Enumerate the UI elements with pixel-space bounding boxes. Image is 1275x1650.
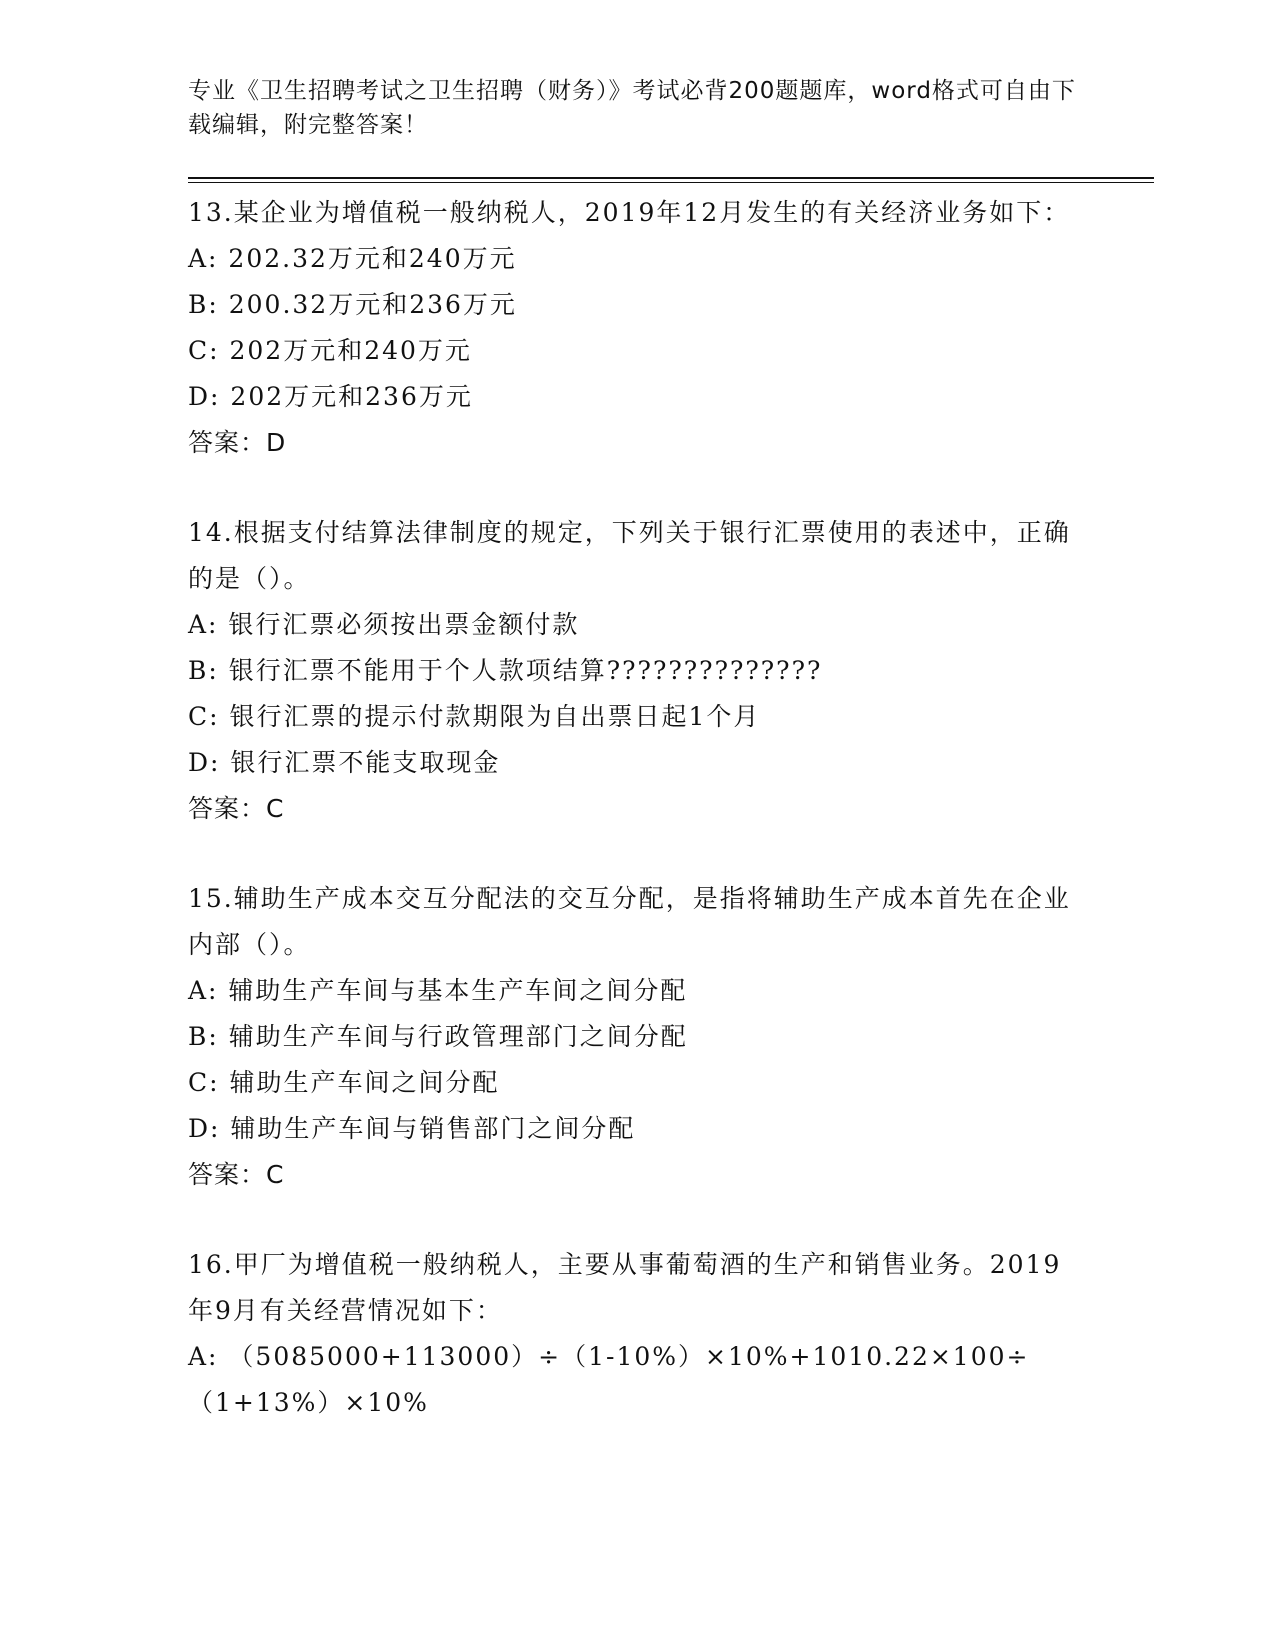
question-list bbox=[188, 190, 1088, 1470]
question-13 bbox=[188, 190, 1088, 466]
option-b: B: 辅助生产车间与行政管理部门之间分配 bbox=[188, 1022, 688, 1051]
option-b: B: 200.32万元和236万元 bbox=[188, 290, 517, 319]
answer-line: 答案：C bbox=[188, 794, 285, 823]
option-d: D: 辅助生产车间与销售部门之间分配 bbox=[188, 1114, 636, 1143]
option-d: D: 银行汇票不能支取现金 bbox=[188, 748, 501, 777]
option-c: C: 辅助生产车间之间分配 bbox=[188, 1068, 500, 1097]
option-c: C: 202万元和240万元 bbox=[188, 336, 472, 365]
question-stem: 16.甲厂为增值税一般纳税人，主要从事葡萄酒的生产和销售业务。2019年9月有关经营情况如下： bbox=[188, 1250, 1062, 1325]
option-a: A: 辅助生产车间与基本生产车间之间分配 bbox=[188, 976, 688, 1005]
option-a: A: 银行汇票必须按出票金额付款 bbox=[188, 610, 580, 639]
question-14 bbox=[188, 510, 1088, 832]
answer-line: 答案：D bbox=[188, 428, 287, 457]
option-c: C: 银行汇票的提示付款期限为自出票日起1个月 bbox=[188, 702, 761, 731]
option-a: A: （5085000+113000）÷（1-10%）×10%+1010.22×100÷（1+13%）×10% bbox=[188, 1342, 1030, 1417]
option-b: B: 银行汇票不能用于个人款项结算?????????????? bbox=[188, 656, 823, 685]
question-stem: 13.某企业为增值税一般纳税人，2019年12月发生的有关经济业务如下： bbox=[188, 198, 1071, 227]
option-d: D: 202万元和236万元 bbox=[188, 382, 473, 411]
question-stem: 14.根据支付结算法律制度的规定，下列关于银行汇票使用的表述中，正确的是（）。 bbox=[188, 518, 1071, 593]
header-divider-thin bbox=[188, 182, 1154, 183]
answer-line: 答案：C bbox=[188, 1160, 285, 1189]
header-divider-thick bbox=[188, 177, 1154, 179]
question-15 bbox=[188, 876, 1088, 1198]
document-header: 专业《卫生招聘考试之卫生招聘（财务）》考试必背200题题库，word格式可自由下载编辑，附完整答案！ bbox=[188, 78, 1076, 138]
question-stem: 15.辅助生产成本交互分配法的交互分配，是指将辅助生产成本首先在企业内部（）。 bbox=[188, 884, 1071, 959]
option-a: A: 202.32万元和240万元 bbox=[188, 244, 517, 273]
question-16 bbox=[188, 1242, 1088, 1426]
